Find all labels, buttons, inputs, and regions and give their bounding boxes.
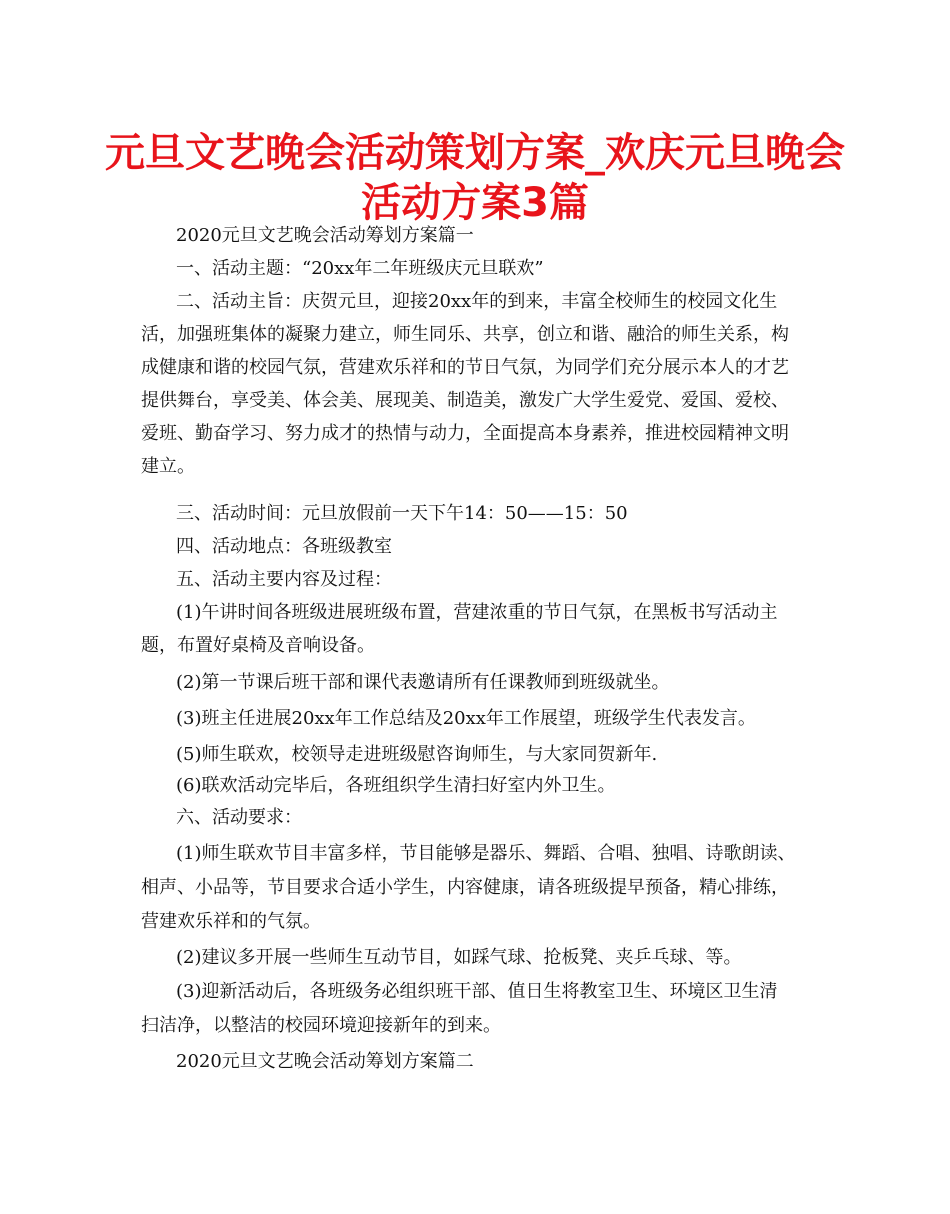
paragraph-line: 三、活动时间：元旦放假前一天下午14：50——15：50	[176, 503, 628, 524]
paragraph-line: 成健康和谐的校园气氛，营建欢乐祥和的节日气氛，为同学们充分展示本人的才艺	[141, 357, 789, 378]
paragraph-line: 一、活动主题：“20xx年二年班级庆元旦联欢”	[176, 258, 544, 279]
paragraph-line: 二、活动主旨：庆贺元旦，迎接20xx年的到来，丰富全校师生的校园文化生	[176, 291, 778, 312]
paragraph-line: 五、活动主要内容及过程：	[176, 569, 392, 590]
paragraph-line: 活，加强班集体的凝聚力建立，师生同乐、共享，创立和谐、融洽的师生关系，构	[141, 324, 789, 345]
paragraph-line: (5)师生联欢，校领导走进班级慰咨询师生，与大家同贺新年.	[176, 744, 658, 765]
paragraph-line: 提供舞台，享受美、体会美、展现美、制造美，激发广大学生爱党、爱国、爱校、	[141, 390, 789, 411]
document-title-line-1: 元旦文艺晚会活动策划方案_欢庆元旦晚会	[105, 130, 845, 176]
paragraph-line: (1)师生联欢节目丰富多样，节目能够是器乐、舞蹈、合唱、独唱、诗歌朗读、	[176, 843, 796, 864]
paragraph-line: (1)午讲时间各班级进展班级布置，营建浓重的节日气氛，在黑板书写活动主	[176, 602, 778, 623]
paragraph-line: (6)联欢活动完毕后，各班组织学生清扫好室内外卫生。	[176, 775, 616, 796]
section-heading-2: 2020元旦文艺晚会活动筹划方案篇二	[176, 1051, 474, 1072]
paragraph-line: 营建欢乐祥和的气氛。	[141, 911, 321, 932]
paragraph-line: 题，布置好桌椅及音响设备。	[141, 635, 375, 656]
paragraph-line: 爱班、勤奋学习、努力成才的热情与动力，全面提高本身素养，推进校园精神文明	[141, 423, 789, 444]
paragraph-line: (3)迎新活动后，各班级务必组织班干部、值日生将教室卫生、环境区卫生清	[176, 981, 778, 1002]
paragraph-line: 相声、小品等，节目要求合适小学生，内容健康，请各班级提早预备，精心排练，	[141, 877, 789, 898]
paragraph-line: 四、活动地点：各班级教室	[176, 536, 392, 557]
section-heading-1: 2020元旦文艺晚会活动筹划方案篇一	[176, 225, 474, 246]
paragraph-line: (2)第一节课后班干部和课代表邀请所有任课教师到班级就坐。	[176, 672, 670, 693]
document-title-line-2: 活动方案3篇	[361, 180, 589, 226]
paragraph-line: 建立。	[141, 456, 195, 477]
paragraph-line: 扫洁净，以整洁的校园环境迎接新年的到来。	[141, 1015, 501, 1036]
paragraph-line: 六、活动要求：	[176, 807, 302, 828]
paragraph-line: (3)班主任进展20xx年工作总结及20xx年工作展望，班级学生代表发言。	[176, 708, 756, 729]
paragraph-line: (2)建议多开展一些师生互动节目，如踩气球、抢板凳、夹乒乓球、等。	[176, 947, 742, 968]
